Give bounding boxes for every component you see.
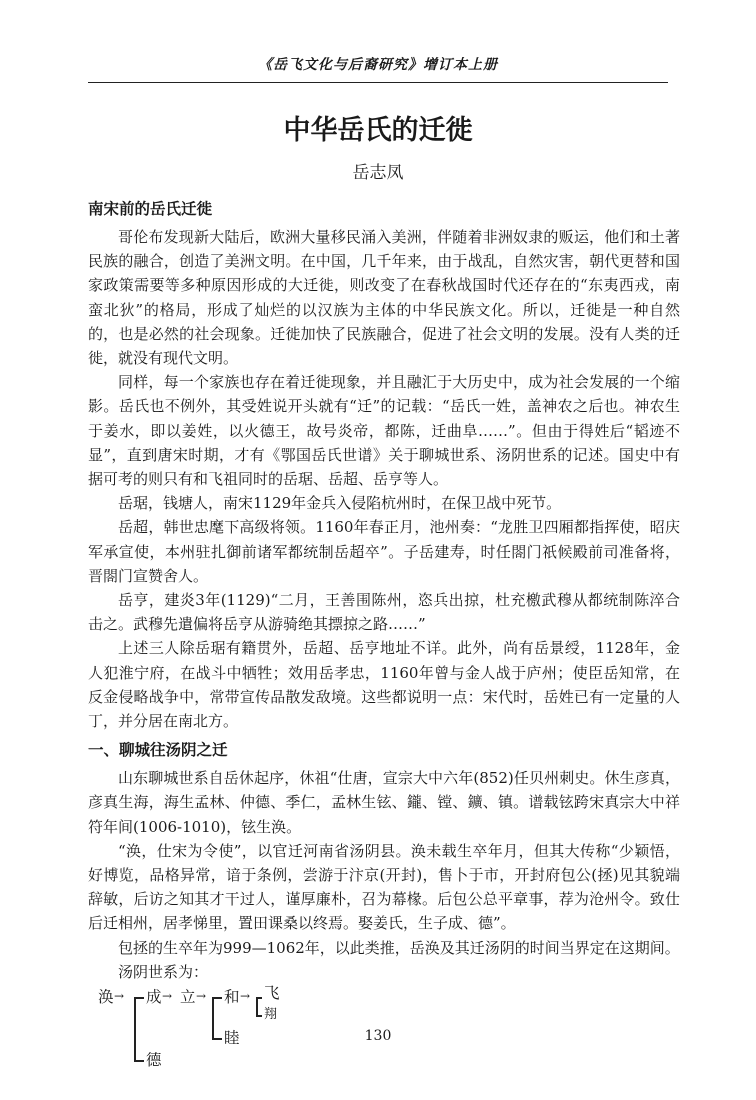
- arrow-icon: →: [114, 989, 125, 1004]
- paragraph: 同样，每一个家族也存在着迁徙现象，并且融汇于大历史中，成为社会发展的一个缩影。岳氏也不例外，其受姓说开头就有“迁”的记载：“岳氏一姓，盖神农之后也。神农生于姜水，即以姜姓，以火德王，故号炎帝，都陈，迁曲阜……”。但由于得姓后“韬迹不显”，直到唐宋时期，才有《鄂国岳氏世谱》关于聊城世系、汤阴世系的记述。国史中有据可考的则只有和飞祖同时的岳琚、岳超、岳亨等人。: [88, 373, 680, 489]
- section-heading: 南宋前的岳氏迁徙: [88, 200, 213, 218]
- lineage-line: [134, 1060, 144, 1062]
- arrow-icon: →: [162, 989, 173, 1004]
- lineage-name-huan: 涣: [98, 988, 114, 1007]
- lineage-name-he: 和: [224, 988, 240, 1007]
- lineage-line: [212, 997, 222, 999]
- paragraph: 山东聊城世系自岳休起序，休祖“仕唐，宣宗大中六年(852)任贝州刺史。休生彦真，彦真生海，海生孟林、仲德、季仁，孟林生铉、鑨、镗、鑛、镇。谱载铉跨宋真宗大中祥符年间(1006-1010)，铉生涣。: [88, 769, 680, 836]
- lineage-name-xiang: 翔: [264, 1007, 278, 1023]
- lineage-line: [256, 1015, 262, 1017]
- lineage-name-fei: 飞: [264, 984, 280, 1003]
- lineage-line: [256, 997, 262, 999]
- paragraph: 上述三人除岳琚有籍贯外，岳超、岳亨地址不详。此外，尚有岳景绶，1128年，金人犯淮宁府，在战斗中牺牲；效用岳孝忠，1160年曾与金人战于庐州；使臣岳知常，在反金侵略战争中，常带宣传品散发敌境。这些都说明一点：宋代时，岳姓已有一定量的人丁，并分居在南北方。: [88, 639, 680, 731]
- header-rule: [88, 82, 668, 83]
- paragraph: 岳琚，钱塘人，南宋1129年金兵入侵陷杭州时，在保卫战中死节。: [118, 494, 562, 513]
- paragraph: “涣，仕宋为令使”，以官迁河南省汤阴县。涣未载生卒年月，但其大传称“少颖悟，好博览，品格异常，谙于条例，尝游于汴京(开封)，售卜于市，开封府包公(拯)见其貌端辞敏，后访之知其才干过人，谨厚廉朴，召为幕椽。后包公总平章事，荐为沧州令。致仕后迁相州，居孝悌里，置田课桑以终焉。娶姜氏，生子成、德”。: [88, 841, 680, 933]
- lineage-name-li: 立: [180, 988, 196, 1007]
- lineage-name-cheng: 成: [146, 988, 162, 1007]
- paragraph: 汤阴世系为：: [118, 962, 209, 981]
- running-header: 《岳飞文化与后裔研究》增订本上册: [258, 57, 498, 73]
- page-number: 130: [364, 1028, 392, 1044]
- paragraph: 包拯的生卒年为999—1062年，以此类推，岳涣及其迁汤阴的时间当界定在这期间。: [118, 938, 680, 957]
- paragraph: 岳超，韩世忠麾下高级将领。1160年春正月，池州奏：“龙胜卫四厢都指挥使，昭庆军承宣使，本州驻扎御前诸军都统制岳超卒”。子岳建寿，时任閤门祇候殿前司准备将，晋閤门宣赞舍人。: [88, 518, 680, 585]
- arrow-icon: →: [240, 989, 251, 1004]
- article-author: 岳志凤: [352, 163, 404, 183]
- article-title: 中华岳氏的迁徙: [283, 115, 473, 146]
- article-body: [88, 196, 680, 1078]
- lineage-name-de: 德: [146, 1051, 162, 1070]
- lineage-line: [134, 997, 144, 999]
- lineage-line: [256, 997, 258, 1016]
- paragraph: 哥伦布发现新大陆后，欧洲大量移民涌入美洲，伴随着非洲奴隶的贩运，他们和土著民族的融合，创造了美洲文明。在中国，几千年来，由于战乱，自然灾害，朝代更替和国家政策需要等多种原因形成的大迁徙，则改变了在春秋战国时代还存在的“东夷西戎，南蛮北狄”的格局，形成了灿烂的以汉族为主体的中华民族文化。所以，迁徙是一种自然的，也是必然的社会现象。迁徙加快了民族融合，促进了社会文明的发展。没有人类的迁徙，就没有现代文明。: [88, 228, 680, 368]
- arrow-icon: →: [196, 989, 207, 1004]
- lineage-name-kui: 睦: [224, 1029, 240, 1048]
- section-heading: 一、聊城往汤阴之迁: [88, 741, 228, 760]
- paragraph: 岳亨，建炎3年(1129)“二月，王善围陈州，恣兵出掠，杜充檄武穆从都统制陈淬合击之。武穆先遣偏将岳亨从游骑绝其摽掠之路……”: [88, 591, 680, 634]
